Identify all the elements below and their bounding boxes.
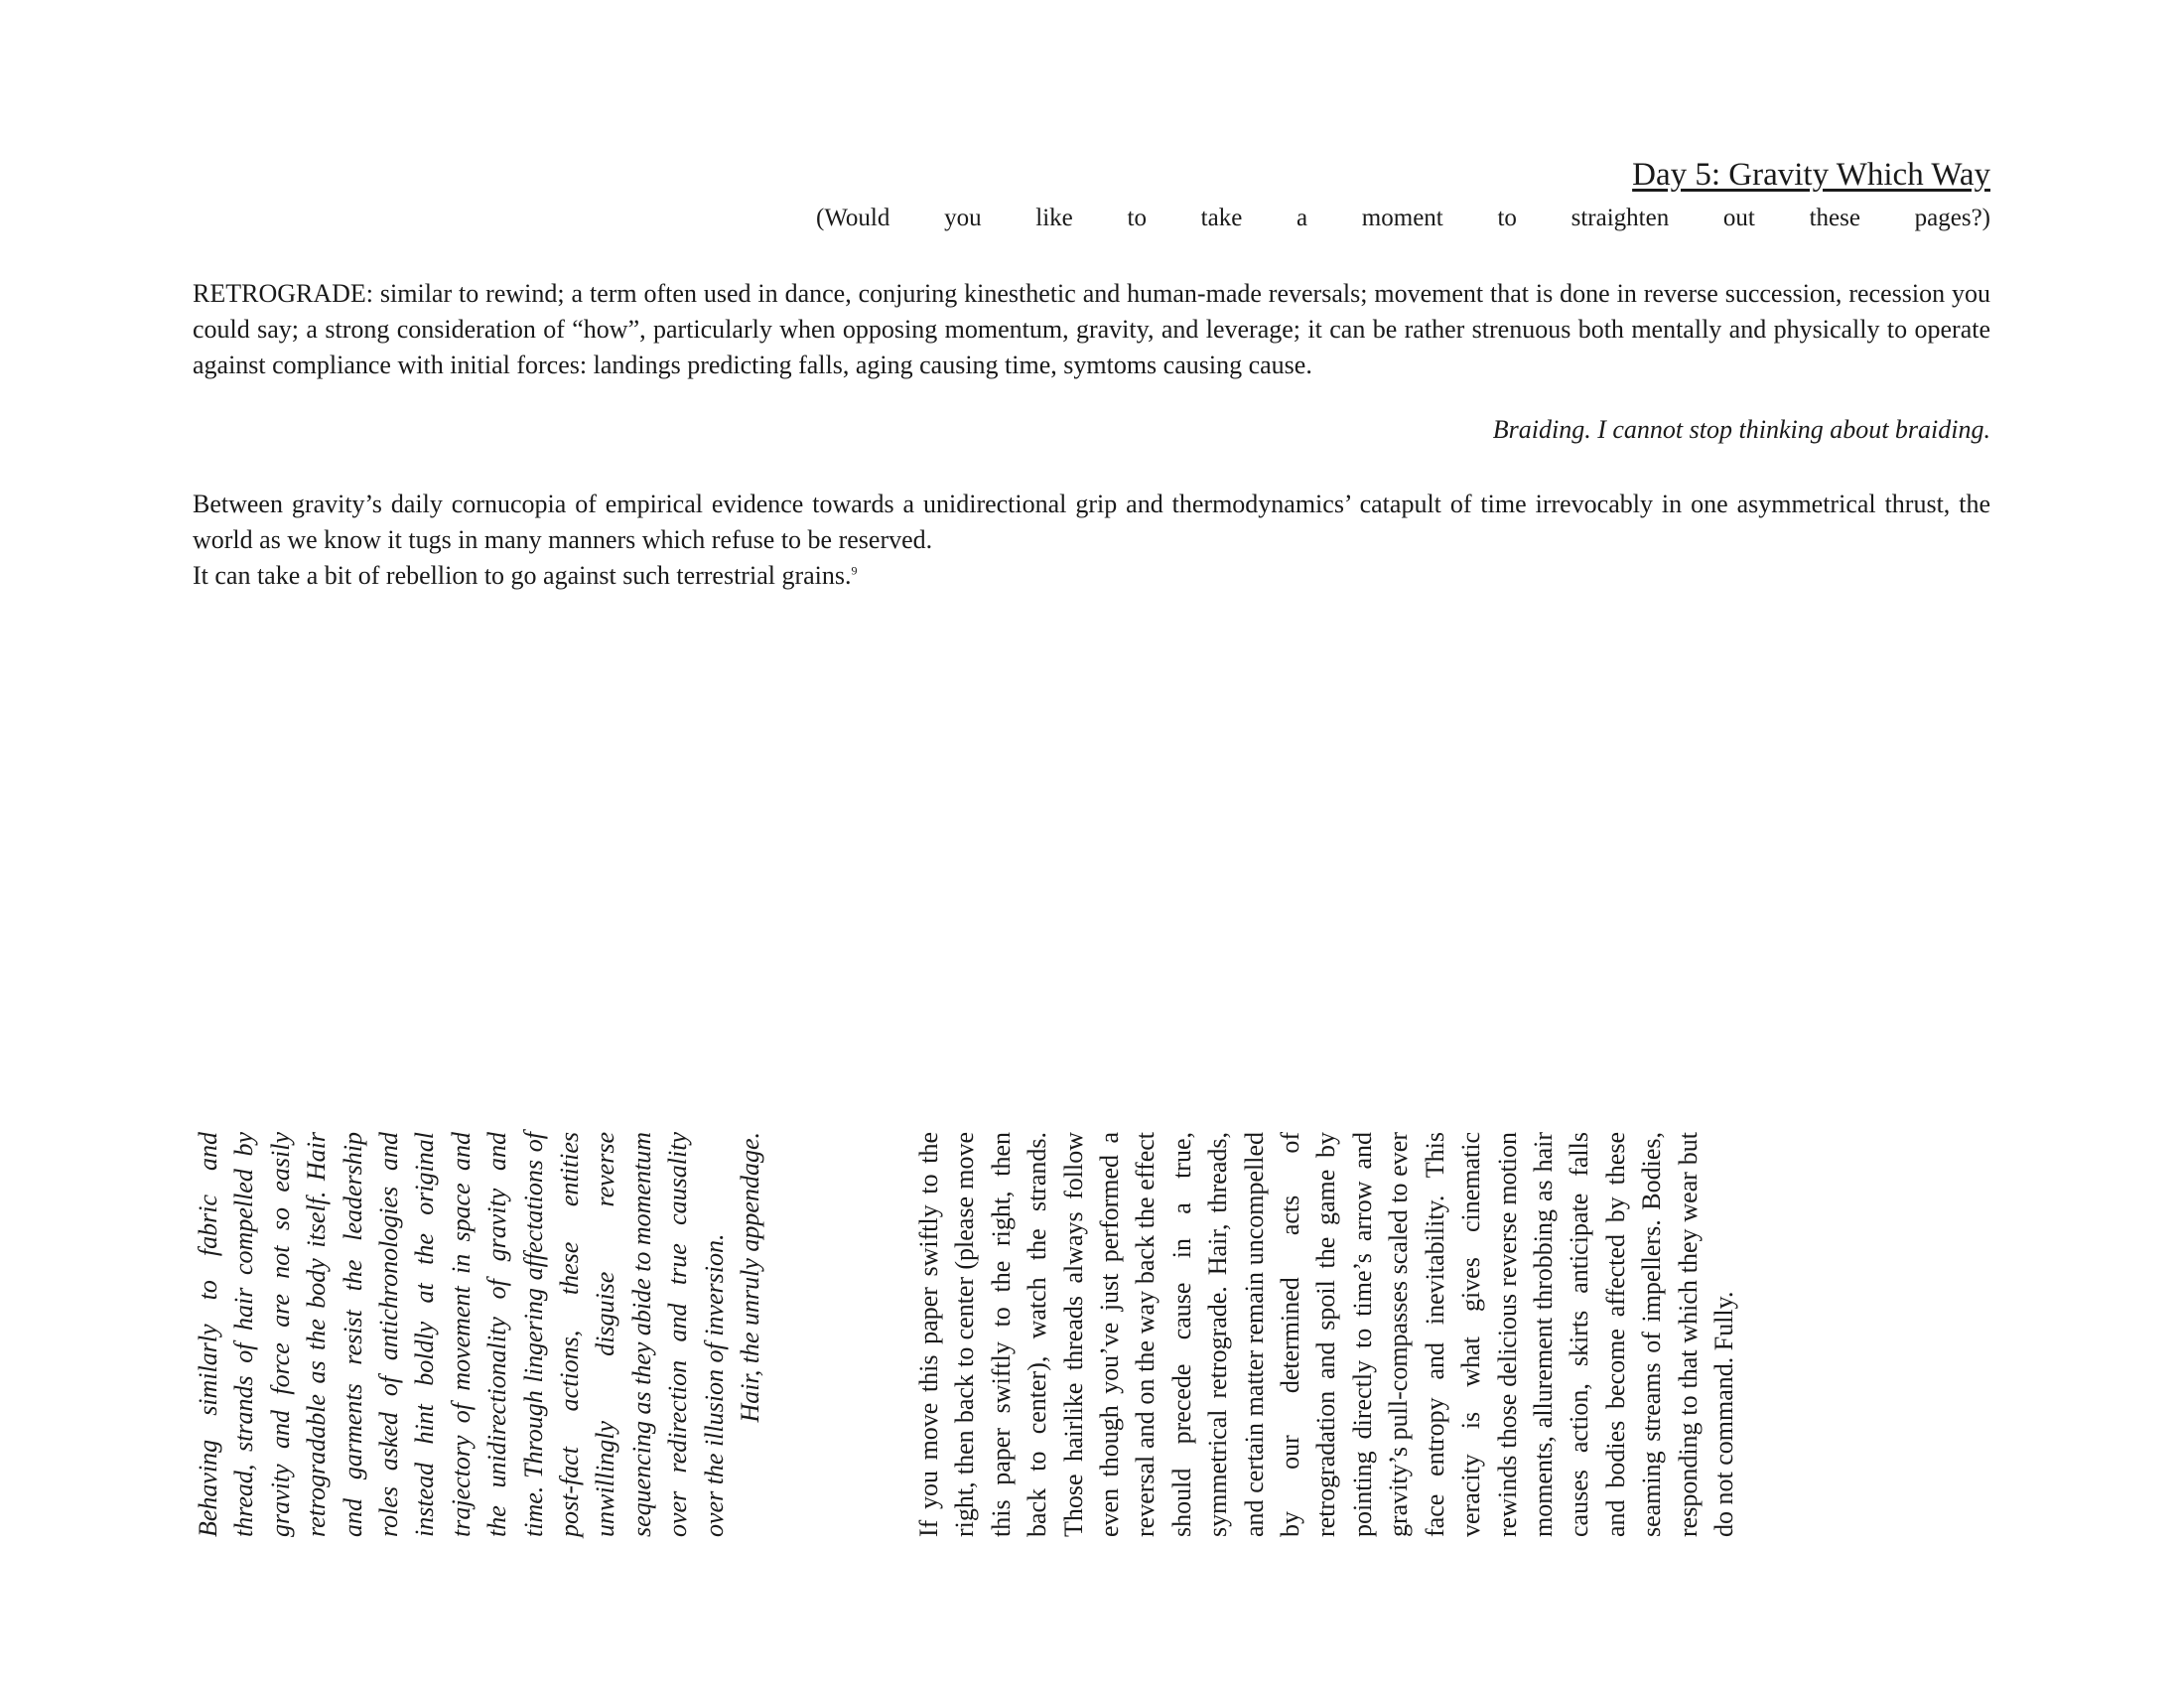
page-subtitle: (Would you like to take a moment to straighten out these pages?) xyxy=(816,205,1990,231)
gravity-paragraph-line1: Between gravity’s daily cornucopia of empirical evidence towards a unidirectional grip and thermodynamics’ catapult of time irrevocably in one asymmetrical thrust, the world as we know it tugs in many manners which refuse to be reserved. xyxy=(193,490,1990,554)
rotated-column-left xyxy=(191,1132,769,1537)
rotated-column-right-text: If you move this paper swiftly to the right, then back to center (please move this paper swiftly to the right, then back to center), watch the strands. Those hairlike threads always follow even though you’ve just performed a reversal and on the way back the effect should precede cause in a true, symmetrical retrograde. Hair, threads, and certain matter remain uncompelled by our determined acts of retrogradation and spoil the game by pointing directly to time’s arrow and gravity’s pull-compasses scaled to ever face entropy and inevitability. This veracity is what gives cinematic rewinds those delicious reverse motion moments, allurement throbbing as hair causes action, skirts anticipate falls and bodies become affected by these seaming streams of impellers. Bodies, responding to that which they wear but do not command. Fully. xyxy=(914,1132,1738,1537)
gravity-paragraph-line2 xyxy=(193,558,1990,594)
retrograde-definition: RETROGRADE: similar to rewind; a term often used in dance, conjuring kinesthetic and human-made reversals; movement that is done in reverse succession, recession you could say; a strong consideration of “how”, particularly when opposing momentum, gravity, and leverage; it can be rather strenuous both mentally and physically to operate against compliance with initial forces: landings predicting falls, aging causing time, symtoms causing cause. xyxy=(193,279,1990,379)
braiding-quote: Braiding. I cannot stop thinking about braiding. xyxy=(1492,415,1990,444)
gravity-paragraph-line2-text: It can take a bit of rebellion to go against such terrestrial grains. xyxy=(193,561,852,590)
rotated-column-left-closing: Hair, the unruly appendage. xyxy=(736,1132,765,1423)
gravity-paragraph xyxy=(193,487,1990,594)
rotated-column-left-text: Behaving similarly to fabric and thread, strands of hair compelled by gravity and force are not so easily retrogradable as the body itself. Hair and garments resist the leadership roles asked of antichronologies and instead hint boldly at the original trajectory of movement in space and the unidirectionality of gravity and time. Through lingering affectations of post-fact actions, these entities unwillingly disguise reverse sequencing as they abide to momentum over redirection and true causality over the illusion of inversion. xyxy=(194,1132,729,1537)
page-title: Day 5: Gravity Which Way xyxy=(1632,157,1990,193)
footnote-marker: 9 xyxy=(851,563,858,578)
rotated-column-right xyxy=(911,1132,1742,1537)
